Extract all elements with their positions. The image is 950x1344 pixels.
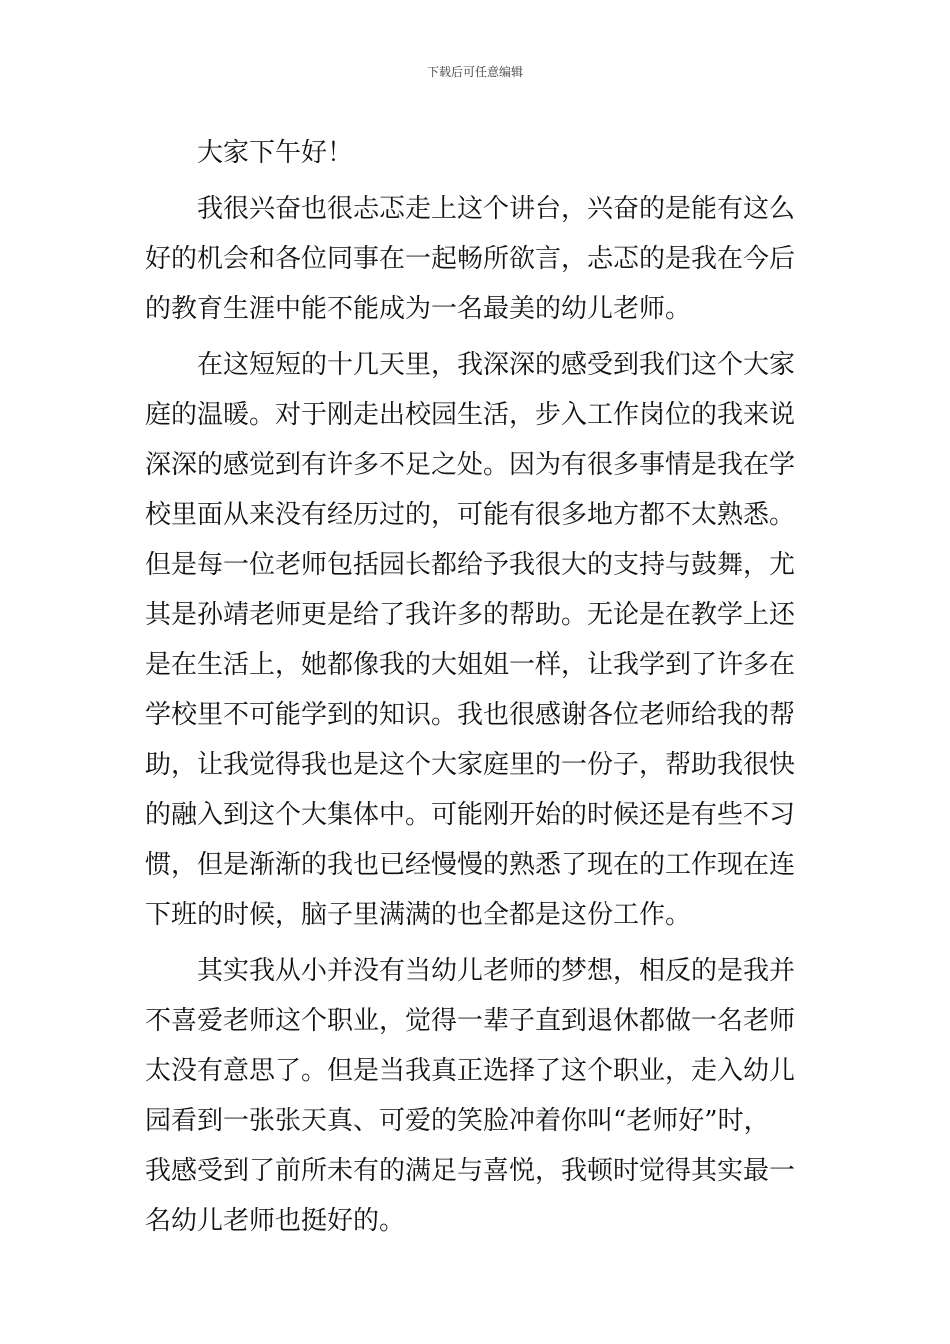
greeting-line: 大家下午好！: [197, 138, 354, 168]
text-line: 名幼儿老师也挺好的。: [145, 1206, 406, 1236]
text-line: 在这短短的十几天里，我深深的感受到我们这个大家: [197, 350, 796, 380]
text-line: 园看到一张张天真、可爱的笑脸冲着你叫“老师好”时，: [145, 1106, 770, 1136]
text-line: 的融入到这个大集体中。可能刚开始的时候还是有些不习: [145, 800, 796, 830]
paragraph-3: [145, 946, 809, 1246]
text-line: 学校里不可能学到的知识。我也很感谢各位老师给我的帮: [145, 700, 796, 730]
text-line: 但是每一位老师包括园长都给予我很大的支持与鼓舞，尤: [145, 550, 796, 580]
text-line: 助，让我觉得我也是这个大家庭里的一份子，帮助我很快: [145, 750, 796, 780]
text-line: 我感受到了前所未有的满足与喜悦，我顿时觉得其实最一: [145, 1156, 796, 1186]
document-body: [145, 128, 809, 1246]
text-line: 太没有意思了。但是当我真正选择了这个职业，走入幼儿: [145, 1056, 796, 1086]
text-line: 深深的感觉到有许多不足之处。因为有很多事情是我在学: [145, 450, 796, 480]
page-header: 下载后可任意编辑: [426, 65, 523, 79]
text-line: 惯，但是渐渐的我也已经慢慢的熟悉了现在的工作现在连: [145, 850, 796, 880]
text-line: 校里面从来没有经历过的，可能有很多地方都不太熟悉。: [145, 500, 796, 530]
text-line: 好的机会和各位同事在一起畅所欲言，忐忑的是我在今后: [145, 244, 796, 274]
text-line: 其实我从小并没有当幼儿老师的梦想，相反的是我并: [197, 956, 796, 986]
text-line: 的教育生涯中能不能成为一名最美的幼儿老师。: [145, 294, 692, 324]
paragraph-2: [145, 340, 809, 940]
paragraph-1: [145, 184, 809, 334]
text-line: 不喜爱老师这个职业，觉得一辈子直到退休都做一名老师: [145, 1006, 796, 1036]
text-line: 其是孙靖老师更是给了我许多的帮助。无论是在教学上还: [145, 600, 796, 630]
text-line: 我很兴奋也很忐忑走上这个讲台，兴奋的是能有这么: [197, 194, 796, 224]
text-line: 下班的时候，脑子里满满的也全都是这份工作。: [145, 900, 692, 930]
text-line: 庭的温暖。对于刚走出校园生活，步入工作岗位的我来说: [145, 400, 796, 430]
text-line: 是在生活上，她都像我的大姐姐一样，让我学到了许多在: [145, 650, 796, 680]
